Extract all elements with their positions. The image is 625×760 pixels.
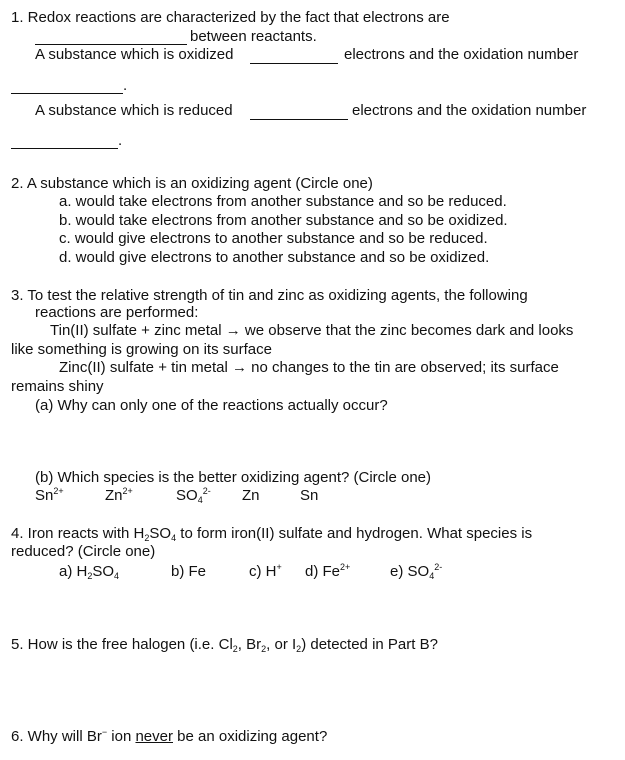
q1-line1: 1. Redox reactions are characterized by the fact that electrons are	[11, 9, 450, 26]
q3-line1: 3. To test the relative strength of tin and zinc as oxidizing agents, the following	[11, 287, 528, 304]
q1-blank-1[interactable]	[35, 44, 187, 45]
q3-choice-zn[interactable]: Zn	[242, 487, 260, 504]
q3-line6: remains shiny	[11, 378, 104, 395]
q2-option-b[interactable]: b. would take electrons from another substance and so be oxidized.	[59, 212, 508, 229]
q4-option-d[interactable]: d) $Fe^{2+}$	[305, 562, 351, 580]
q3-choice-sn[interactable]: Sn	[300, 487, 319, 504]
q2-option-c[interactable]: c. would give electrons to another substance and so be reduced.	[59, 230, 488, 247]
q4-option-e[interactable]: e) $SO_4^{2-}$	[390, 562, 443, 581]
q5-text: 5. How is the free halogen (i.e. $Cl_2$, $Br_2$, or $I_2$) detected in Part B?	[11, 636, 438, 654]
q3-line5: Zinc(II) sulfate + tin metal → no changes to the tin are observed; its surface	[59, 359, 559, 376]
q1-blank-4[interactable]	[250, 119, 348, 120]
q1-blank-2[interactable]	[250, 63, 338, 64]
q4-line2: reduced? (Circle one)	[11, 543, 156, 560]
q1-line6-period: .	[118, 132, 123, 149]
q6-text: 6. Why will Br− ion never be an oxidizing agent?	[11, 727, 328, 745]
q1-line2: between reactants.	[190, 28, 317, 45]
q1-line5-right: electrons and the oxidation number	[352, 102, 587, 119]
q1-blank-3[interactable]	[11, 93, 123, 94]
q3-line2: reactions are performed:	[35, 304, 199, 321]
q1-line3-right: electrons and the oxidation number	[344, 46, 579, 63]
q3-choice-so4[interactable]: $SO_4^{2-}$	[176, 486, 211, 505]
q1-line4-period: .	[123, 77, 128, 94]
never-underlined: never	[135, 728, 173, 745]
q2-option-d[interactable]: d. would give electrons to another substance and so be oxidized.	[59, 249, 490, 266]
q3-part-b: (b) Which species is the better oxidizing agent? (Circle one)	[35, 469, 432, 486]
q1-line3-left: A substance which is oxidized	[35, 46, 234, 63]
q3-choice-zn2plus[interactable]: $Zn^{2+}$	[105, 486, 133, 504]
q2-option-a[interactable]: a. would take electrons from another substance and so be reduced.	[59, 193, 507, 210]
q4-option-a[interactable]: a) $H_2SO_4$	[59, 563, 120, 581]
q4-option-b[interactable]: b) Fe	[171, 563, 207, 580]
q3-part-a: (a) Why can only one of the reactions actually occur?	[35, 397, 388, 414]
q3-line3: Tin(II) sulfate + zinc metal → we observe that the zinc becomes dark and looks	[50, 322, 574, 339]
q4-option-c[interactable]: c) H+	[249, 562, 282, 580]
q1-blank-5[interactable]	[11, 148, 118, 149]
q3-line4: like something is growing on its surface	[11, 341, 272, 358]
q1-line5-left: A substance which is reduced	[35, 102, 233, 119]
q4-line1: 4. Iron reacts with $H_2SO_4$ to form iron(II) sulfate and hydrogen. What species is	[11, 525, 533, 543]
q3-choice-sn2plus[interactable]: $Sn^{2+}$	[35, 486, 64, 504]
q2-stem: 2. A substance which is an oxidizing agent (Circle one)	[11, 175, 373, 192]
